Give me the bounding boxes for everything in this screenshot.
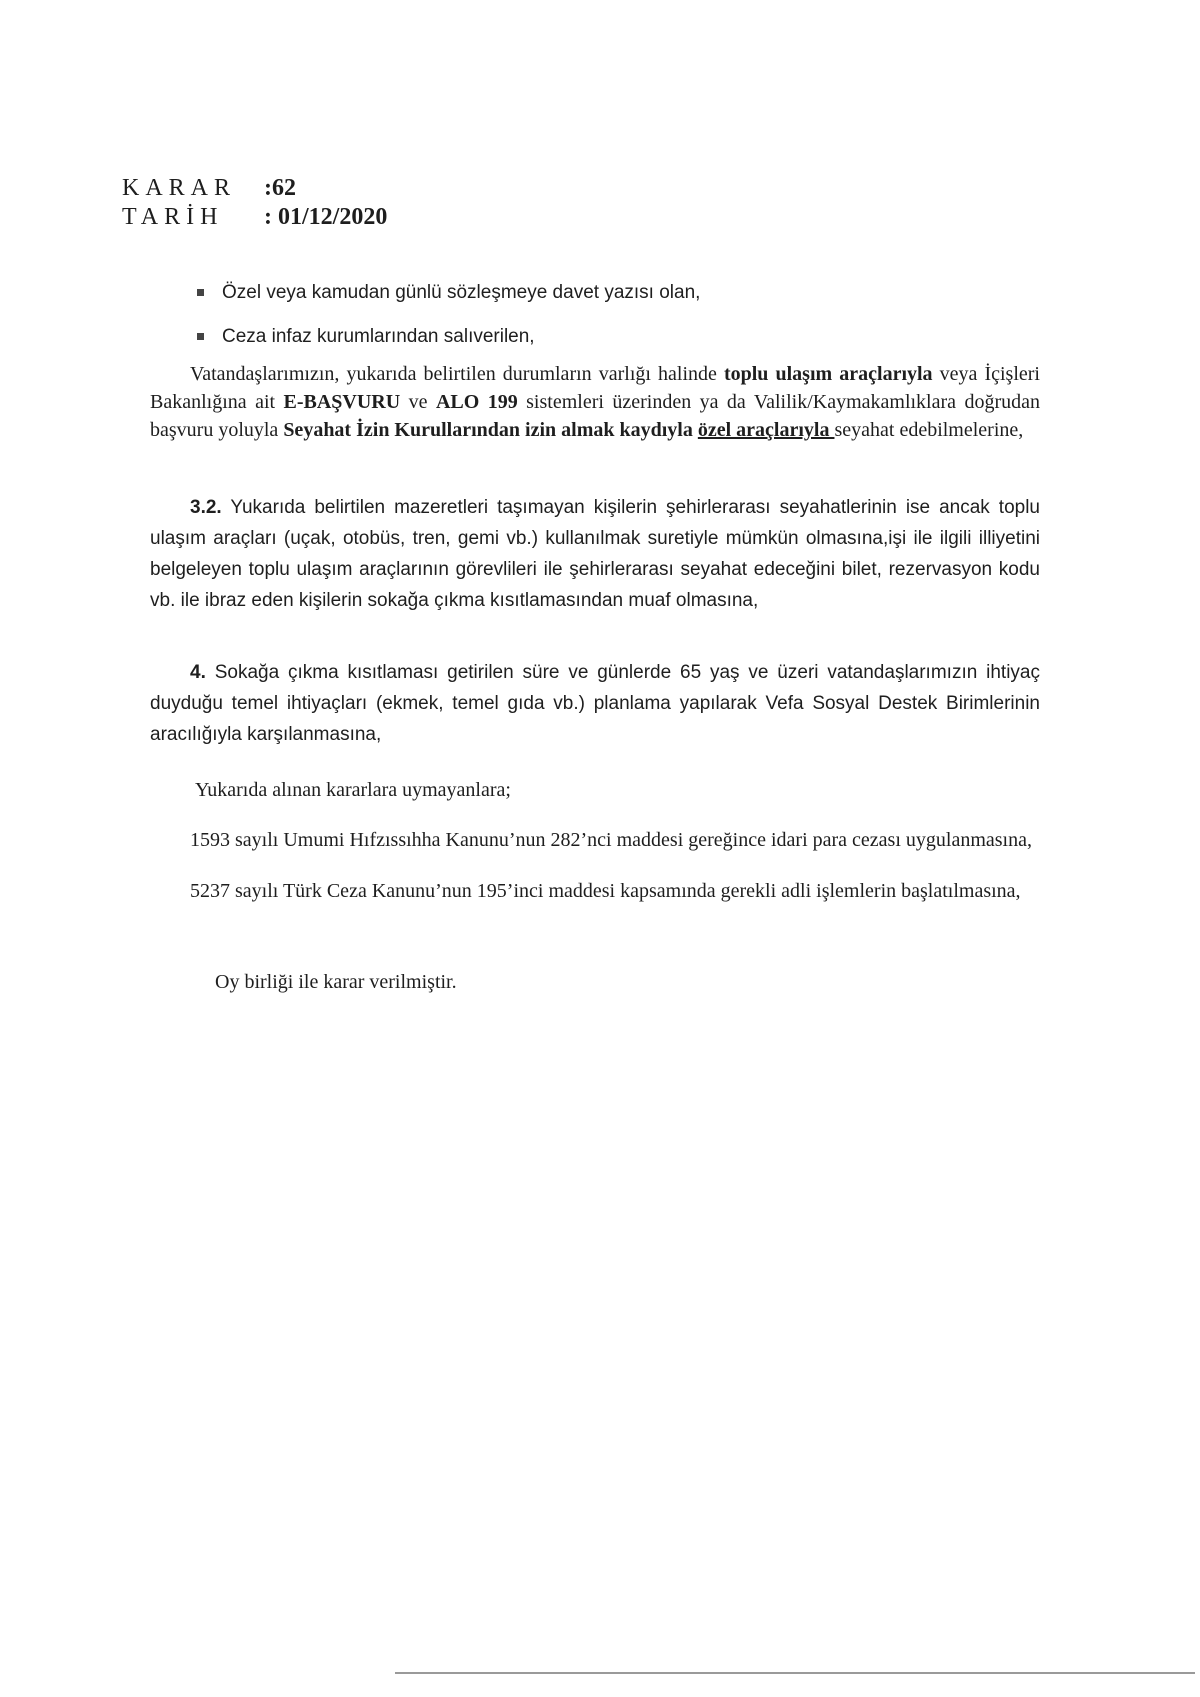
section-number: 3.2. <box>190 497 222 518</box>
bullet-text: Ceza infaz kurumlarından salıverilen, <box>222 326 535 347</box>
bullet-square-icon <box>197 289 204 296</box>
bullet-text: Özel veya kamudan günlü sözleşmeye davet yazısı olan, <box>222 282 701 303</box>
paragraph-3-2 <box>150 492 1040 616</box>
bold-run: ALO 199 <box>435 391 518 413</box>
closing-final: Oy birliği ile karar verilmiştir. <box>215 971 457 993</box>
sanction-item-2: 5237 sayılı Türk Ceza Kanunu’nun 195’inci maddesi kapsamında gerekli adli işlemlerin başlatılmasına, <box>190 880 1021 902</box>
section-number: 4. <box>190 662 206 683</box>
paragraph-text: Sokağa çıkma kısıtlaması getirilen süre ve günlerde 65 yaş ve üzeri vatandaşlarımızın ihtiyaç duyduğu temel ihtiyaçları (ekmek, temel gıda vb.) planlama yapılarak Vefa Sosyal Destek Birimlerinin aracılığıyla karşılanmasına, <box>150 662 1040 745</box>
bold-run: Seyahat İzin Kurullarından izin almak kaydıyla <box>283 419 693 441</box>
tarih-label: TARİH <box>122 204 224 230</box>
sanction-item-1: 1593 sayılı Umumi Hıfzıssıhha Kanunu’nun 282’nci maddesi gereğince idari para cezası uygulanmasına, <box>190 829 1032 851</box>
footer-divider <box>395 1672 1195 1674</box>
bullet-item <box>197 282 700 304</box>
karar-row <box>122 175 296 202</box>
paragraph-4 <box>150 657 1040 750</box>
tarih-row <box>122 204 387 231</box>
karar-value: :62 <box>264 175 296 201</box>
text-run: veya İçişleri Bakanlığına ait <box>150 363 1040 413</box>
karar-label: KARAR <box>122 175 237 201</box>
bold-run: E-BAŞVURU <box>283 391 401 413</box>
underlined-run: özel araçlarıyla <box>697 419 835 441</box>
closing-intro: Yukarıda alınan kararlara uymayanlara; <box>195 779 511 801</box>
text-run: ve <box>400 391 436 413</box>
text-run: sistemleri üzerinden ya da Valilik/Kaymakamlıklara doğrudan başvuru yoluyla <box>150 391 1041 441</box>
paragraph-vatandaslar <box>150 360 1040 444</box>
text-run: seyahat edebilmelerine, <box>834 419 1024 441</box>
tarih-value: : 01/12/2020 <box>264 204 388 230</box>
bold-run: toplu ulaşım araçlarıyla <box>723 363 933 385</box>
bullet-square-icon <box>197 333 204 340</box>
bullet-item <box>197 326 535 348</box>
text-run: Vatandaşlarımızın, yukarıda belirtilen durumların varlığı halinde <box>190 363 724 385</box>
paragraph-text: Yukarıda belirtilen mazeretleri taşımayan kişilerin şehirlerarası seyahatlerinin ise ancak toplu ulaşım araçları (uçak, otobüs, tren, gemi vb.) kullanılmak suretiyle mümkün olmasına,işi ile ilgili illiyetini belgeleyen toplu ulaşım araçlarının görevlileri ile şehirlerarası seyahat edeceğini bilet, rezervasyon kodu vb. ile ibraz eden kişilerin sokağa çıkma kısıtlamasından muaf olmasına, <box>150 497 1040 611</box>
